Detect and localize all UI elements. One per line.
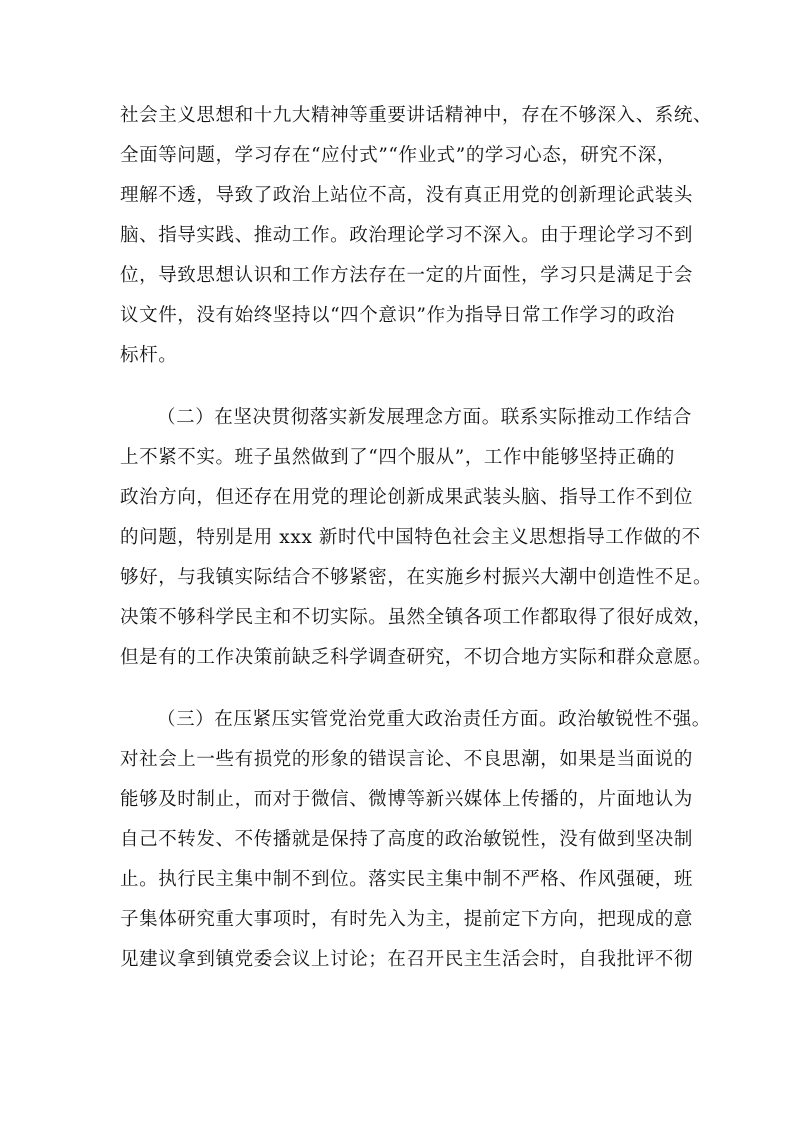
paragraph-2	[120, 398, 713, 678]
paragraph-1	[120, 96, 713, 376]
text-line: 对社会上一些有损党的形象的错误言论、不良思潮，如果是当面说的	[120, 749, 694, 770]
text-line: 能够及时制止，而对于微信、微博等新兴媒体上传播的，片面地认为	[120, 789, 694, 810]
text-line: 政治方向，但还存在用党的理论创新成果武装头脑、指导工作不到位	[120, 487, 694, 508]
paragraph-spacer	[120, 678, 680, 700]
text-line: 自己不转发、不传播就是保持了高度的政治敏锐性，没有做到坚决制	[120, 829, 694, 850]
text-line: 脑、指导实践、推动工作。政治理论学习不深入。由于理论学习不到	[120, 225, 694, 246]
document-body	[120, 96, 713, 980]
text-line: 够好，与我镇实际结合不够紧密，在实施乡村振兴大潮中创造性不足。	[120, 567, 713, 588]
paragraph-spacer	[120, 376, 680, 398]
text-line: 止。执行民主集中制不到位。落实民主集中制不严格、作风强硬，班	[120, 869, 694, 890]
text-line: 标杆。	[120, 345, 178, 366]
text-line: 上不紧不实。班子虽然做到了“四个服从”，工作中能够坚持正确的	[120, 447, 675, 468]
text-line: 全面等问题，学习存在“应付式”“作业式”的学习心态，研究不深，	[120, 145, 676, 166]
text-line: （三）在压紧压实管党治党重大政治责任方面。政治敏锐性不强。	[157, 709, 711, 730]
text-line: 理解不透，导致了政治上站位不高，没有真正用党的创新理论武装头	[120, 185, 694, 206]
text-line: 社会主义思想和十九大精神等重要讲话精神中，存在不够深入、系统、	[120, 105, 713, 126]
text-line: （二）在坚决贯彻落实新发展理念方面。联系实际推动工作结合	[157, 407, 692, 428]
text-line: 决策不够科学民主和不切实际。虽然全镇各项工作都取得了很好成效，	[120, 607, 713, 628]
text-line: 见建议拿到镇党委会议上讨论；在召开民主生活会时，自我批评不彻	[120, 949, 694, 970]
text-line: 但是有的工作决策前缺乏科学调查研究，不切合地方实际和群众意愿。	[120, 647, 713, 668]
paragraph-3	[120, 700, 711, 980]
text-line: 位，导致思想认识和工作方法存在一定的片面性，学习只是满足于会	[120, 265, 694, 286]
text-line: 的问题，特别是用 xxx 新时代中国特色社会主义思想指导工作做的不	[120, 527, 701, 548]
text-line: 议文件，没有始终坚持以“四个意识”作为指导日常工作学习的政治	[120, 305, 675, 326]
text-line: 子集体研究重大事项时，有时先入为主，提前定下方向，把现成的意	[120, 909, 694, 930]
